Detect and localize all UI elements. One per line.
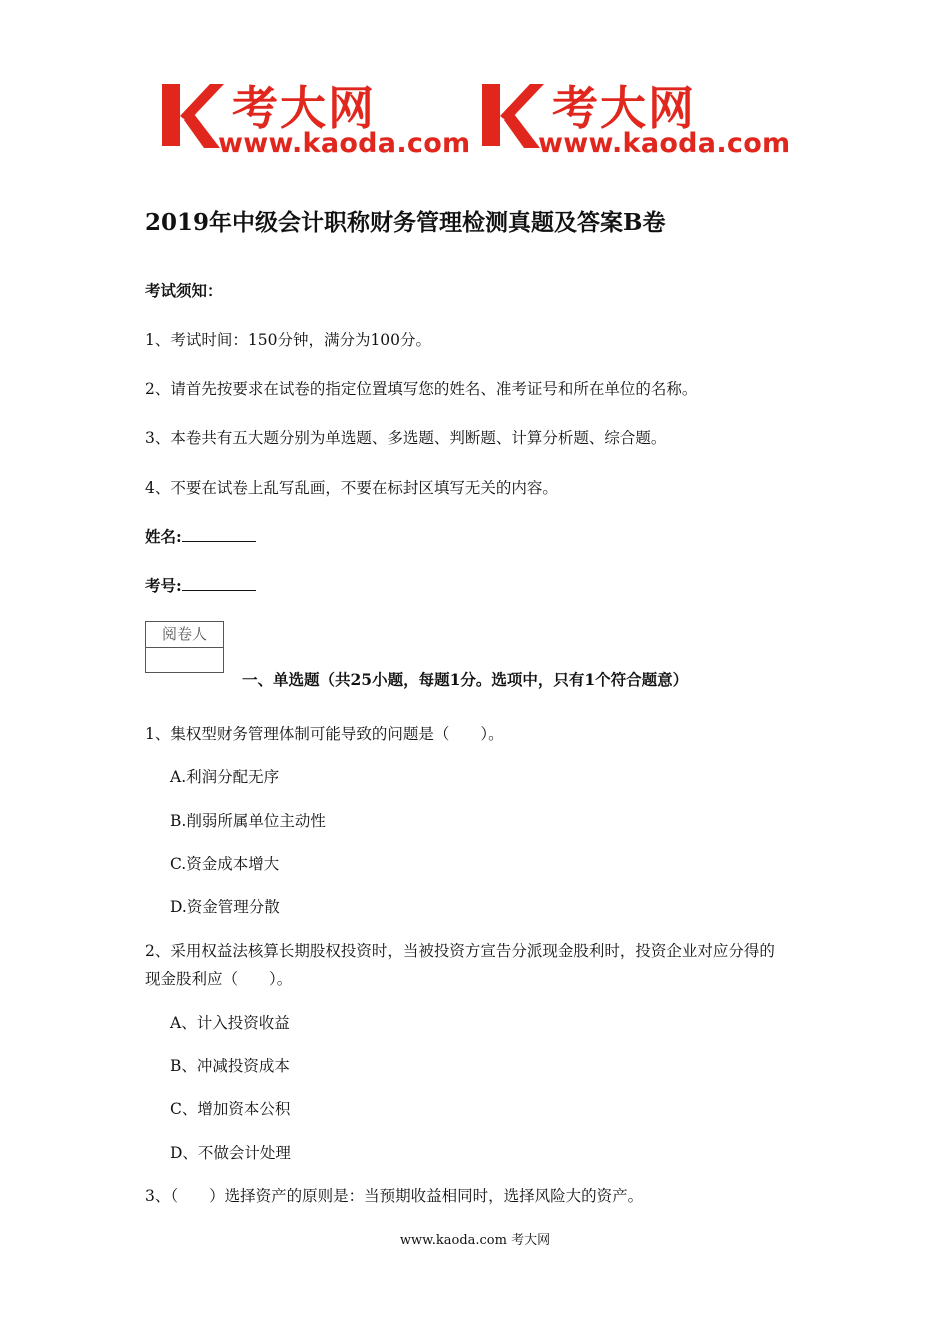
section-heading: 一、单选题（共25小题，每题1分。选项中，只有1个符合题意） bbox=[242, 670, 689, 689]
question-text: 3、（ ）选择资产的原则是：当预期收益相同时，选择风险大的资产。 bbox=[145, 1187, 644, 1205]
k-logo-icon bbox=[480, 78, 544, 152]
question-text: 2、采用权益法核算长期股权投资时，当被投资方宣告分派现金股利时，投资企业对应分得的 bbox=[145, 942, 775, 960]
answer-option: A、计入投资收益 bbox=[170, 1014, 290, 1032]
answer-option: C、增加资本公积 bbox=[170, 1100, 291, 1118]
question-text: 1、集权型财务管理体制可能导致的问题是（ ）。 bbox=[145, 725, 504, 743]
grader-box bbox=[145, 621, 224, 673]
logo-cn-text: 考大网 bbox=[232, 81, 376, 135]
notice-heading: 考试须知： bbox=[145, 281, 223, 300]
answer-option: D、不做会计处理 bbox=[170, 1144, 291, 1162]
k-logo-icon bbox=[160, 78, 224, 152]
logo-left bbox=[160, 78, 476, 162]
document-title: 2019年中级会计职称财务管理检测真题及答案B卷 bbox=[145, 209, 666, 236]
answer-option: A.利润分配无序 bbox=[170, 768, 280, 786]
grader-label: 阅卷人 bbox=[146, 622, 223, 648]
logo-right bbox=[480, 78, 796, 162]
id-label: 考号: bbox=[145, 576, 182, 595]
id-field bbox=[145, 574, 256, 596]
logo-url-text: www.kaoda.com bbox=[538, 128, 791, 159]
notice-item: 3、本卷共有五大题分别为单选题、多选题、判断题、计算分析题、综合题。 bbox=[145, 429, 667, 447]
answer-option: B.削弱所属单位主动性 bbox=[170, 812, 326, 830]
notice-item: 2、请首先按要求在试卷的指定位置填写您的姓名、准考证号和所在单位的名称。 bbox=[145, 380, 698, 398]
notice-item: 1、考试时间：150分钟，满分为100分。 bbox=[145, 331, 432, 349]
id-blank[interactable] bbox=[182, 576, 256, 591]
name-label: 姓名: bbox=[145, 527, 182, 546]
answer-option: D.资金管理分散 bbox=[170, 898, 280, 916]
answer-option: C.资金成本增大 bbox=[170, 855, 280, 873]
page-footer: www.kaoda.com 考大网 bbox=[399, 1233, 551, 1248]
logo-url-text: www.kaoda.com bbox=[218, 128, 471, 159]
answer-option: B、冲减投资成本 bbox=[170, 1057, 290, 1075]
notice-item: 4、不要在试卷上乱写乱画，不要在标封区填写无关的内容。 bbox=[145, 479, 558, 497]
logo-cn-text: 考大网 bbox=[552, 81, 696, 135]
name-field bbox=[145, 525, 256, 547]
name-blank[interactable] bbox=[182, 527, 256, 542]
question-text-continued: 现金股利应（ ）。 bbox=[145, 970, 293, 988]
